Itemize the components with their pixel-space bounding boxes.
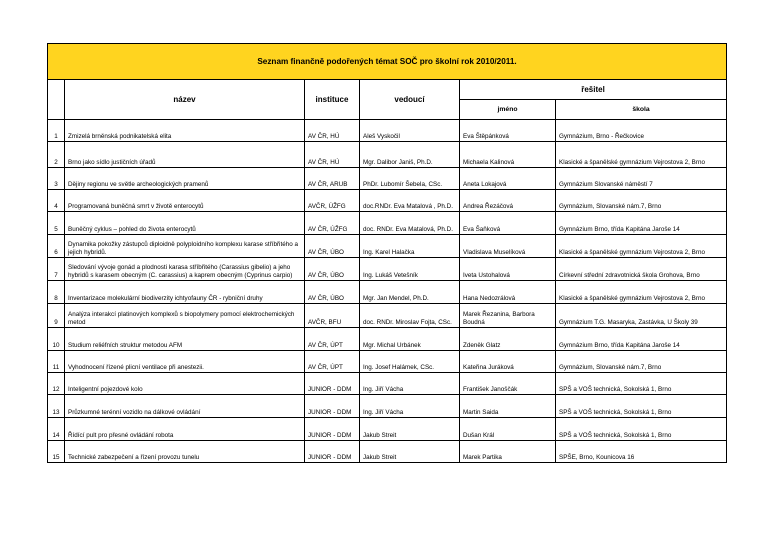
supervisor: Ing. Jiří Vácha <box>360 395 460 418</box>
header-resitel: řešitel <box>460 80 727 100</box>
school: Církevní střední zdravotnická škola Grohova, Brno <box>556 258 727 281</box>
row-number: 3 <box>48 168 65 190</box>
topic-name: Dynamika pokožky zástupců diploidně polyploidního komplexu karase stříbřitého a jejich hybridů. <box>65 235 305 258</box>
school: Gymnázium Brno, třída Kapitána Jaroše 14 <box>556 212 727 235</box>
supervisor: Jakub Streit <box>360 441 460 463</box>
student-name: Vladislava Muselíková <box>460 235 556 258</box>
supervisor: Mgr. Michal Urbánek <box>360 328 460 351</box>
topic-name: Programovaná buněčná smrt v životě enterocytů <box>65 190 305 212</box>
institution: AV ČR, ÚŽFG <box>305 212 360 235</box>
header-skola: škola <box>556 100 727 120</box>
student-name: Zdeněk Glatz <box>460 328 556 351</box>
school: SPŠ a VOŠ technická, Sokolská 1, Brno <box>556 373 727 395</box>
topic-name: Brno jako sídlo justičních úřadů <box>65 142 305 168</box>
row-number: 1 <box>48 120 65 142</box>
topic-name: Průzkumné terénní vozidlo na dálkové ovládání <box>65 395 305 418</box>
topic-name: Analýza interakcí platinových komplexů s biopolymery pomocí elektrochemických metod <box>65 304 305 328</box>
topic-name: Řídící pult pro přesné ovládání robota <box>65 418 305 441</box>
student-name: Aneta Lokajová <box>460 168 556 190</box>
topic-name: Buněčný cyklus – pohled do života enterocytů <box>65 212 305 235</box>
table-row <box>48 212 727 235</box>
school: Klasické a španělské gymnázium Vejrostova 2, Brno <box>556 142 727 168</box>
institution: JUNIOR - DDM <box>305 395 360 418</box>
institution: AV ČR, ÚBO <box>305 258 360 281</box>
institution: AVČR, ÚŽFG <box>305 190 360 212</box>
table-row <box>48 168 727 190</box>
table-row <box>48 304 727 328</box>
supervisor: doc. RNDr. Miroslav Fojta, CSc. <box>360 304 460 328</box>
table-row <box>48 120 727 142</box>
row-number: 15 <box>48 441 65 463</box>
student-name: Iveta Ustohalová <box>460 258 556 281</box>
school: Klasické a španělské gymnázium Vejrostova 2, Brno <box>556 281 727 304</box>
spreadsheet <box>47 43 726 534</box>
student-name: Hana Nedozrálová <box>460 281 556 304</box>
table-row <box>48 235 727 258</box>
supervisor: Jakub Streit <box>360 418 460 441</box>
table-row <box>48 328 727 351</box>
student-name: Marek Partika <box>460 441 556 463</box>
table-row <box>48 418 727 441</box>
row-number: 14 <box>48 418 65 441</box>
supervisor: Ing. Josef Halámek, CSc. <box>360 351 460 373</box>
institution: AV ČR, HÚ <box>305 142 360 168</box>
table-row <box>48 281 727 304</box>
student-name: Andrea Řezáčová <box>460 190 556 212</box>
school: Gymnázium, Slovanské nám.7, Brno <box>556 190 727 212</box>
institution: JUNIOR - DDM <box>305 373 360 395</box>
topics-table <box>47 43 727 463</box>
table-title: Seznam finančně podořených témat SOČ pro školní rok 2010/2011. <box>48 44 727 80</box>
table-row <box>48 258 727 281</box>
supervisor: Ing. Karel Halačka <box>360 235 460 258</box>
school: Gymnázium Slovanské náměstí 7 <box>556 168 727 190</box>
table-row <box>48 351 727 373</box>
student-name: Eva Šaňková <box>460 212 556 235</box>
institution: AV ČR, ÚPT <box>305 328 360 351</box>
student-name: Kateřina Juráková <box>460 351 556 373</box>
title-row <box>48 44 727 80</box>
school: Gymnázium, Brno - Řečkovice <box>556 120 727 142</box>
row-number: 6 <box>48 235 65 258</box>
institution: AVČR, BFU <box>305 304 360 328</box>
topic-name: Technické zabezpečení a řízení provozu tunelu <box>65 441 305 463</box>
table-row <box>48 190 727 212</box>
topic-name: Zmizelá brněnská podnikatelská elita <box>65 120 305 142</box>
row-number: 13 <box>48 395 65 418</box>
school: Gymnázium, Slovanské nám.7, Brno <box>556 351 727 373</box>
row-number: 4 <box>48 190 65 212</box>
topic-name: Studium reliéfních struktur metodou AFM <box>65 328 305 351</box>
table-row <box>48 395 727 418</box>
supervisor: Mgr. Jan Mendel, Ph.D. <box>360 281 460 304</box>
institution: AV ČR, ÚBO <box>305 281 360 304</box>
topic-name: Sledování vývoje gonád a plodnosti karasa stříbřitého (Carassius gibelio) a jeho hybridů s karasem obecným (C. carassius) a kaprem obecným (Cyprinus carpio) <box>65 258 305 281</box>
student-name: Marek Řezanina, Barbora Boudná <box>460 304 556 328</box>
school: SPŠ a VOŠ technická, Sokolská 1, Brno <box>556 395 727 418</box>
institution: AV ČR, HÚ <box>305 120 360 142</box>
row-number: 8 <box>48 281 65 304</box>
header-row <box>48 80 727 100</box>
header-vedouci: vedoucí <box>360 80 460 120</box>
supervisor: Ing. Lukáš Vetešník <box>360 258 460 281</box>
header-nazev: název <box>65 80 305 120</box>
school: Klasické a španělské gymnázium Vejrostova 2, Brno <box>556 235 727 258</box>
institution: AV ČR, ARUB <box>305 168 360 190</box>
row-number: 7 <box>48 258 65 281</box>
school: Gymnázium T.G. Masaryka, Zastávka, U Školy 39 <box>556 304 727 328</box>
student-name: Michaela Kalinová <box>460 142 556 168</box>
table-row <box>48 441 727 463</box>
institution: JUNIOR - DDM <box>305 418 360 441</box>
institution: JUNIOR - DDM <box>305 441 360 463</box>
institution: AV ČR, ÚBO <box>305 235 360 258</box>
supervisor: Ing. Jiří Vácha <box>360 373 460 395</box>
supervisor: doc.RNDr. Eva Matalová , Ph.D. <box>360 190 460 212</box>
student-name: Dušan Král <box>460 418 556 441</box>
table-row <box>48 142 727 168</box>
row-number: 11 <box>48 351 65 373</box>
row-number: 5 <box>48 212 65 235</box>
supervisor: Aleš Vyskočil <box>360 120 460 142</box>
school: Gymnázium Brno, třída Kapitána Jaroše 14 <box>556 328 727 351</box>
table-row <box>48 373 727 395</box>
header-jmeno: jméno <box>460 100 556 120</box>
student-name: Martin Saida <box>460 395 556 418</box>
header-blank <box>48 80 65 120</box>
school: SPŠE, Brno, Kounicova 16 <box>556 441 727 463</box>
school: SPŠ a VOŠ technická, Sokolská 1, Brno <box>556 418 727 441</box>
row-number: 9 <box>48 304 65 328</box>
supervisor: doc. RNDr. Eva Matalová, Ph.D. <box>360 212 460 235</box>
topic-name: Dějiny regionu ve světle archeologických pramenů <box>65 168 305 190</box>
supervisor: Mgr. Dalibor Janiš, Ph.D. <box>360 142 460 168</box>
row-number: 10 <box>48 328 65 351</box>
student-name: Eva Štěpánková <box>460 120 556 142</box>
topic-name: Vyhodnocení řízené plicní ventilace při anestezii. <box>65 351 305 373</box>
supervisor: PhDr. Lubomír Šebela, CSc. <box>360 168 460 190</box>
row-number: 2 <box>48 142 65 168</box>
student-name: František Janoščák <box>460 373 556 395</box>
header-instituce: instituce <box>305 80 360 120</box>
topic-name: Inventarizace molekulární biodiverzity ichtyofauny ČR - rybniční druhy <box>65 281 305 304</box>
institution: AV ČR, ÚPT <box>305 351 360 373</box>
row-number: 12 <box>48 373 65 395</box>
topic-name: Inteligentní pojezdové kolo <box>65 373 305 395</box>
